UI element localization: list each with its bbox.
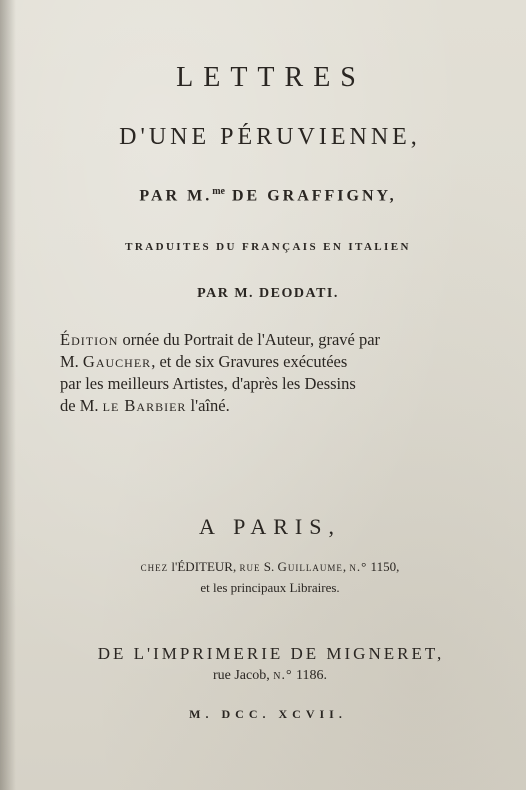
translation-note: TRADUITES DU FRANÇAIS EN ITALIEN (125, 241, 411, 253)
author-superscript: me (212, 186, 225, 197)
book-title: LETTRES (176, 62, 366, 93)
printer-address: rue Jacob, n.° 1186. (212, 668, 328, 683)
author-name: DE GRAFFIGNY, (231, 187, 397, 205)
engraver-name: Gaucher (82, 352, 152, 371)
translator-line: PAR M. DEODATI. (197, 286, 339, 301)
edition-note-line-3: par les meilleurs Artistes, d'après les Dessins (60, 374, 356, 393)
designer-name: le Barbier (102, 396, 187, 415)
edition-note-line-4: de M. le Barbier l'aîné. (60, 396, 230, 415)
imprint-city: A PARIS, (198, 514, 341, 539)
booksellers-line: et les principaux Libraires. (200, 580, 340, 595)
edition-note-line-2: M. Gaucher, et de six Gravures exécutées (60, 352, 348, 371)
publication-date: M. DCC. XCVII. (189, 707, 347, 721)
edition-note (60, 329, 446, 417)
author-line (0, 186, 526, 205)
author-prefix: PAR M. (139, 187, 213, 205)
edition-note-line-1: Édition ornée du Portrait de l'Auteur, gravé par (60, 330, 381, 349)
publisher-line: chez l'ÉDITEUR, rue S. Guillaume, n.° 1150, (140, 559, 400, 574)
printer-name: DE L'IMPRIMERIE DE MIGNERET, (97, 644, 445, 663)
book-subtitle: D'UNE PÉRUVIENNE, (119, 124, 421, 150)
edition-word: Édition (60, 330, 119, 349)
